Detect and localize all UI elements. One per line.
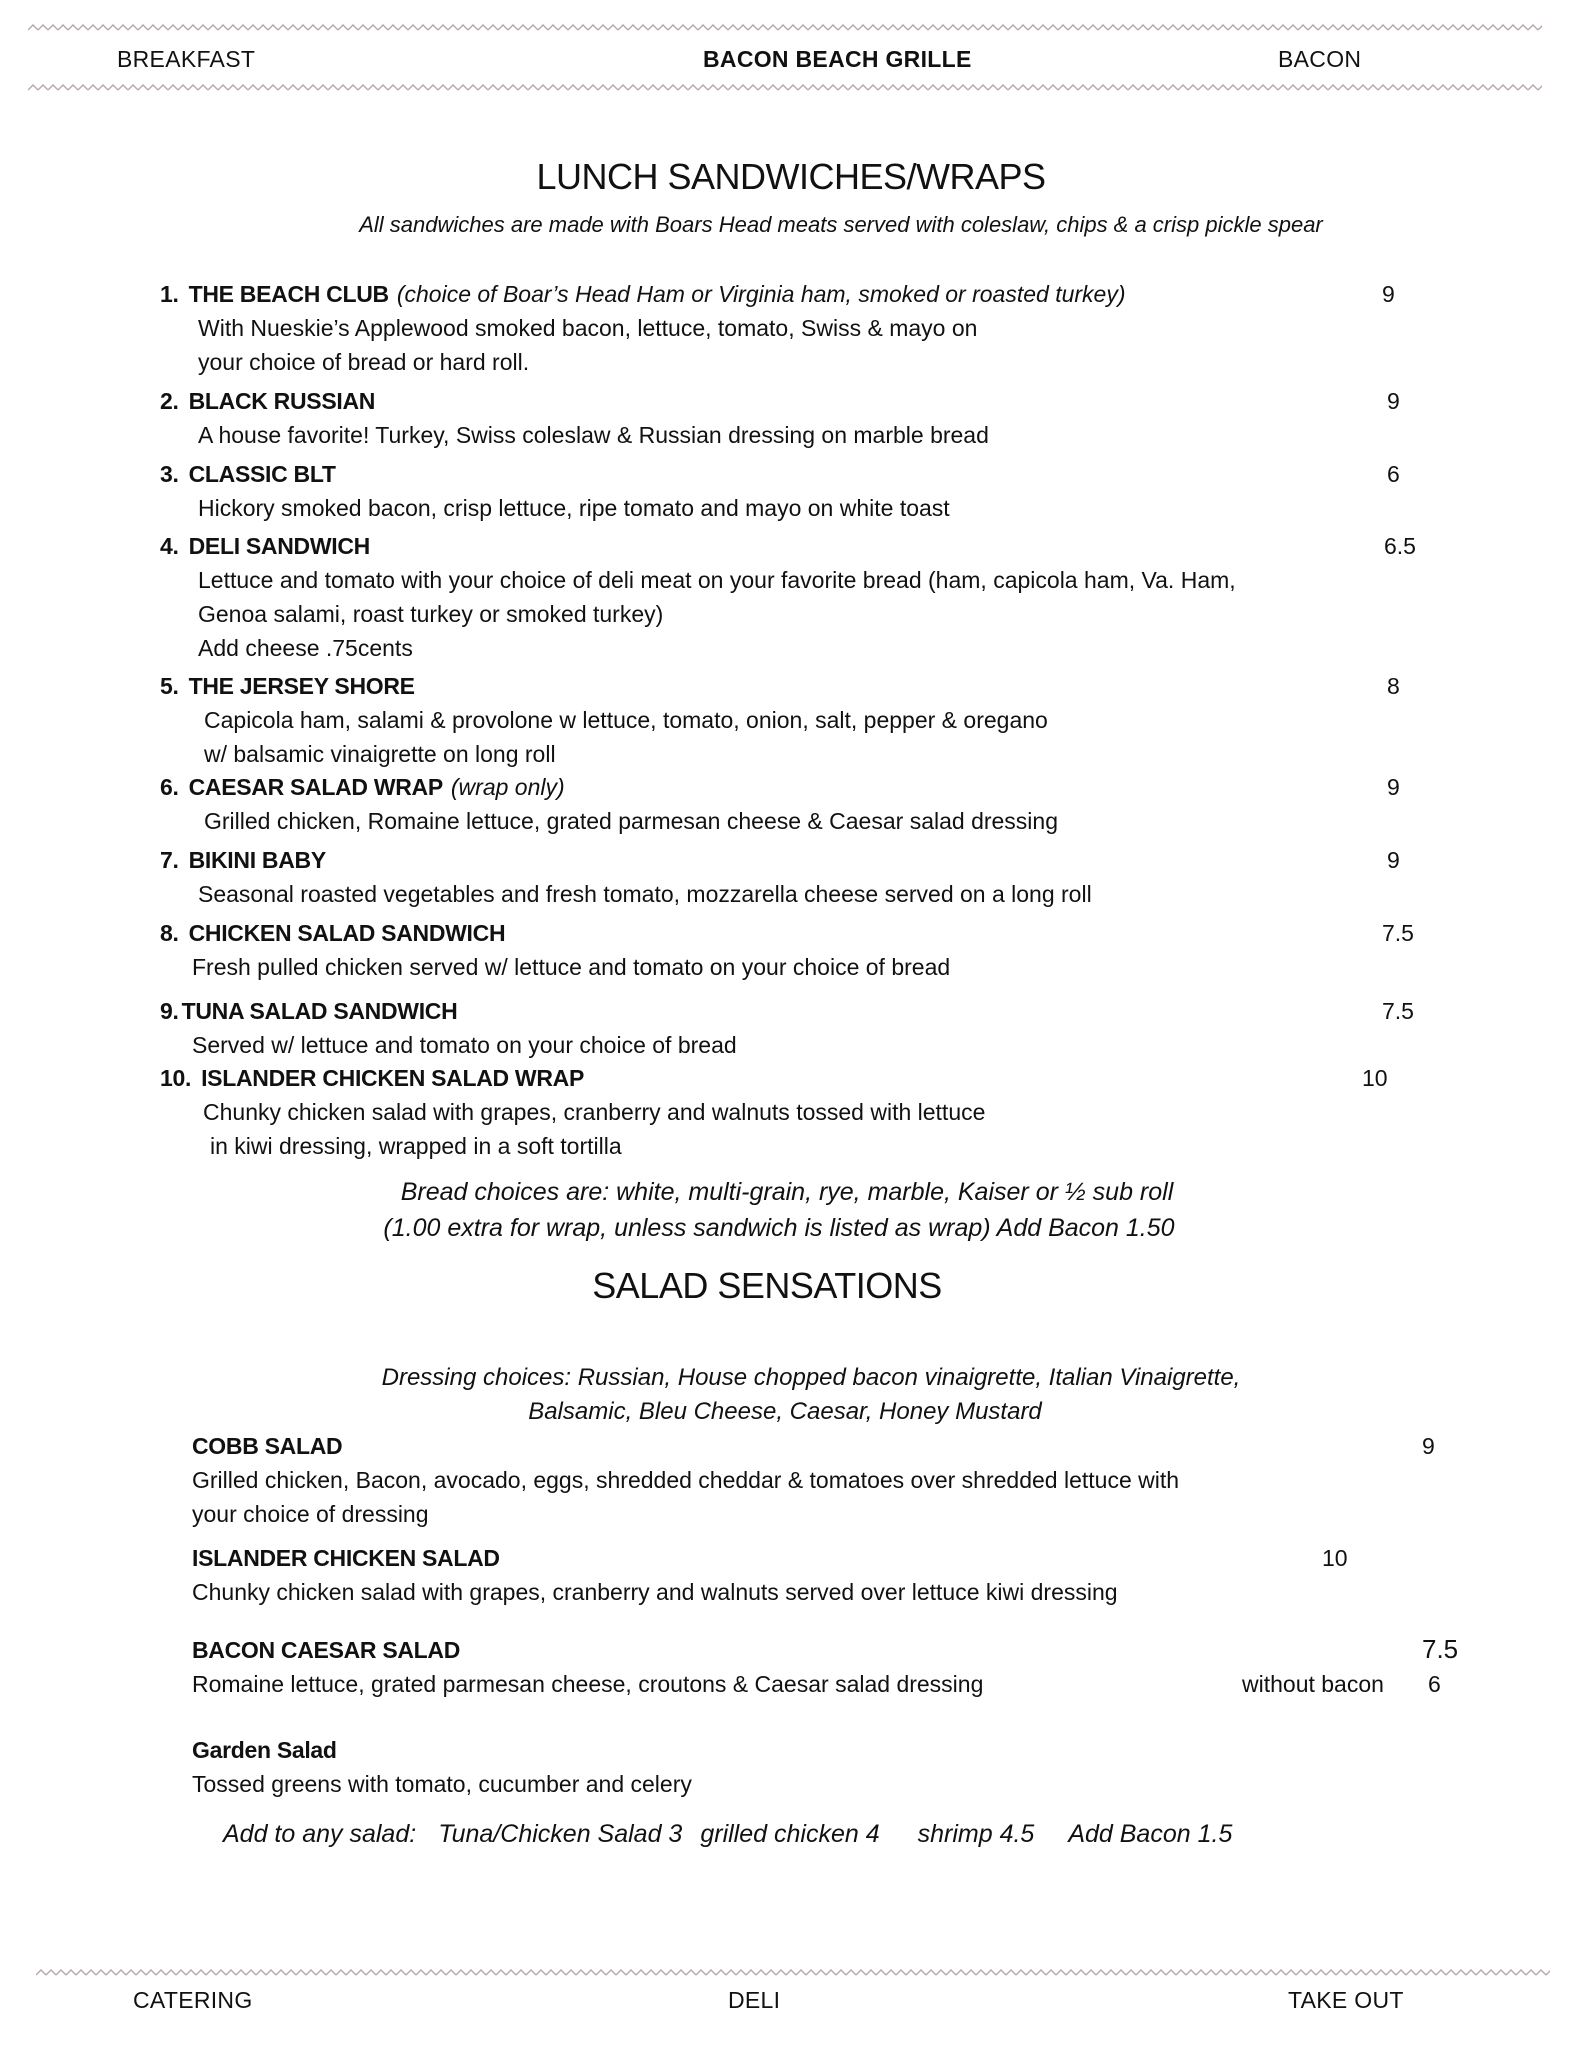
lunch-item-number: 3. [160,461,179,487]
lunch-item-name: THE BEACH CLUB [188,281,389,307]
lunch-item-title [160,388,375,415]
nav-catering[interactable]: CATERING [133,1987,253,2013]
lunch-item-number: 8. [160,920,179,946]
lunch-item-name: CHICKEN SALAD SANDWICH [188,920,506,946]
lunch-item-title [160,533,370,560]
dressing-choices-line2: Balsamic, Bleu Cheese, Caesar, Honey Mustard [528,1398,1042,1425]
addon-tuna-chicken: Tuna/Chicken Salad 3 [438,1820,683,1848]
bottom-border [36,1968,1550,1977]
lunch-item-description: Grilled chicken, Romaine lettuce, grated parmesan cheese & Caesar salad dressing [204,808,1058,834]
lunch-item-number: 2. [160,388,179,414]
lunch-item-price: 9 [1387,847,1400,873]
salad-item-name: COBB SALAD [192,1433,343,1459]
lunch-item-price: 6 [1387,461,1400,487]
lunch-item-price: 8 [1387,673,1400,699]
bread-choices-line2: (1.00 extra for wrap, unless sandwich is listed as wrap) Add Bacon 1.50 [383,1214,1175,1242]
lunch-item-name: CLASSIC BLT [188,461,336,487]
lunch-item-title [160,673,415,700]
lunch-item-description: Capicola ham, salami & provolone w lettuce, tomato, onion, salt, pepper & oregano [204,707,1048,733]
lunch-item-description: Fresh pulled chicken served w/ lettuce and tomato on your choice of bread [192,954,951,980]
salad-item-description: Chunky chicken salad with grapes, cranberry and walnuts served over lettuce kiwi dressing [192,1579,1118,1605]
lunch-item-title [160,998,457,1025]
lunch-item-description: Lettuce and tomato with your choice of deli meat on your favorite bread (ham, capicola ham, Va. Ham, [198,567,1236,593]
salad-item-price: 10 [1322,1545,1348,1571]
lunch-item-description: Add cheese .75cents [198,635,413,661]
lunch-item-number: 1. [160,281,179,307]
top-border-upper [28,23,1542,32]
lunch-item-description: A house favorite! Turkey, Swiss coleslaw & Russian dressing on marble bread [198,422,989,448]
lunch-item-description: your choice of bread or hard roll. [198,349,530,375]
lunch-item-description: With Nueskie’s Applewood smoked bacon, lettuce, tomato, Swiss & mayo on [198,315,978,341]
lunch-item-title [160,1065,584,1092]
lunch-title: LUNCH SANDWICHES/WRAPS [536,156,1046,197]
salad-item-price: 7.5 [1422,1634,1459,1664]
lunch-item-description: Genoa salami, roast turkey or smoked turkey) [198,601,664,627]
lunch-item-number: 5. [160,673,179,699]
lunch-item-name: DELI SANDWICH [188,533,370,559]
lunch-subtitle: All sandwiches are made with Boars Head meats served with coleslaw, chips & a crisp pickle spear [359,212,1323,237]
salad-item-name: ISLANDER CHICKEN SALAD [192,1545,500,1571]
lunch-item-price: 6.5 [1384,533,1416,559]
lunch-item-name: BLACK RUSSIAN [188,388,376,414]
lunch-item-name: CAESAR SALAD WRAP [188,774,443,800]
salad-item-description: Grilled chicken, Bacon, avocado, eggs, shredded cheddar & tomatoes over shredded lettuce with [192,1467,1180,1493]
nav-bacon[interactable]: BACON [1278,46,1362,72]
lunch-item-note: (wrap only) [450,774,565,800]
addon-shrimp: shrimp 4.5 [917,1820,1035,1848]
salad-item-price: 9 [1422,1433,1435,1459]
salad-item-name: BACON CAESAR SALAD [192,1637,461,1663]
addon-grilled-chicken: grilled chicken 4 [700,1820,880,1848]
salad-item-description: Romaine lettuce, grated parmesan cheese, croutons & Caesar salad dressing [192,1671,984,1697]
lunch-item-description: w/ balsamic vinaigrette on long roll [204,741,556,767]
salad-title: SALAD SENSATIONS [592,1265,942,1306]
lunch-item-description: Chunky chicken salad with grapes, cranberry and walnuts tossed with lettuce [203,1099,986,1125]
lunch-item-description: Hickory smoked bacon, crisp lettuce, ripe tomato and mayo on white toast [198,495,950,521]
lunch-item-number: 10. [160,1065,192,1091]
nav-take-out[interactable]: TAKE OUT [1288,1987,1404,2013]
nav-deli[interactable]: DELI [728,1987,781,2013]
lunch-item-number: 7. [160,847,179,873]
lunch-item-description: Served w/ lettuce and tomato on your choice of bread [192,1032,737,1058]
lunch-item-name: ISLANDER CHICKEN SALAD WRAP [201,1065,584,1091]
lunch-item-price: 7.5 [1382,920,1414,946]
nav-breakfast[interactable]: BREAKFAST [117,46,256,72]
lunch-item-title [160,847,326,874]
salad-alt-price: 6 [1428,1671,1441,1697]
addon-bacon: Add Bacon 1.5 [1068,1820,1233,1848]
lunch-item-price: 9 [1387,774,1400,800]
lunch-item-title [160,461,336,488]
lunch-item-price: 7.5 [1382,998,1414,1024]
lunch-item-title [160,774,565,801]
lunch-item-number: 4. [160,533,179,559]
salad-item-description: Tossed greens with tomato, cucumber and celery [192,1771,692,1797]
lunch-item-title [160,920,505,947]
top-border-lower [28,83,1542,92]
lunch-item-number: 6. [160,774,179,800]
lunch-item-note: (choice of Boar’s Head Ham or Virginia ham, smoked or roasted turkey) [396,281,1126,307]
lunch-item-price: 10 [1362,1065,1388,1091]
salad-addons [223,1820,1232,1849]
lunch-item-name: TUNA SALAD SANDWICH [181,998,458,1024]
lunch-item-name: THE JERSEY SHORE [188,673,415,699]
lunch-item-price: 9 [1382,281,1395,307]
bread-choices-line1: Bread choices are: white, multi-grain, rye, marble, Kaiser or ½ sub roll [400,1178,1174,1206]
salad-item-description: your choice of dressing [192,1501,429,1527]
lunch-item-description: in kiwi dressing, wrapped in a soft tortilla [210,1133,622,1159]
addons-label: Add to any salad: [223,1820,417,1848]
lunch-item-price: 9 [1387,388,1400,414]
salad-item-name: Garden Salad [192,1737,337,1763]
salad-alt-label: without bacon [1242,1671,1384,1697]
lunch-item-title [160,281,1126,308]
lunch-item-number: 9. [160,998,179,1024]
restaurant-name: BACON BEACH GRILLE [703,46,972,72]
dressing-choices-line1: Dressing choices: Russian, House chopped bacon vinaigrette, Italian Vinaigrette, [381,1364,1241,1391]
lunch-item-description: Seasonal roasted vegetables and fresh tomato, mozzarella cheese served on a long roll [198,881,1092,907]
lunch-item-name: BIKINI BABY [188,847,326,873]
